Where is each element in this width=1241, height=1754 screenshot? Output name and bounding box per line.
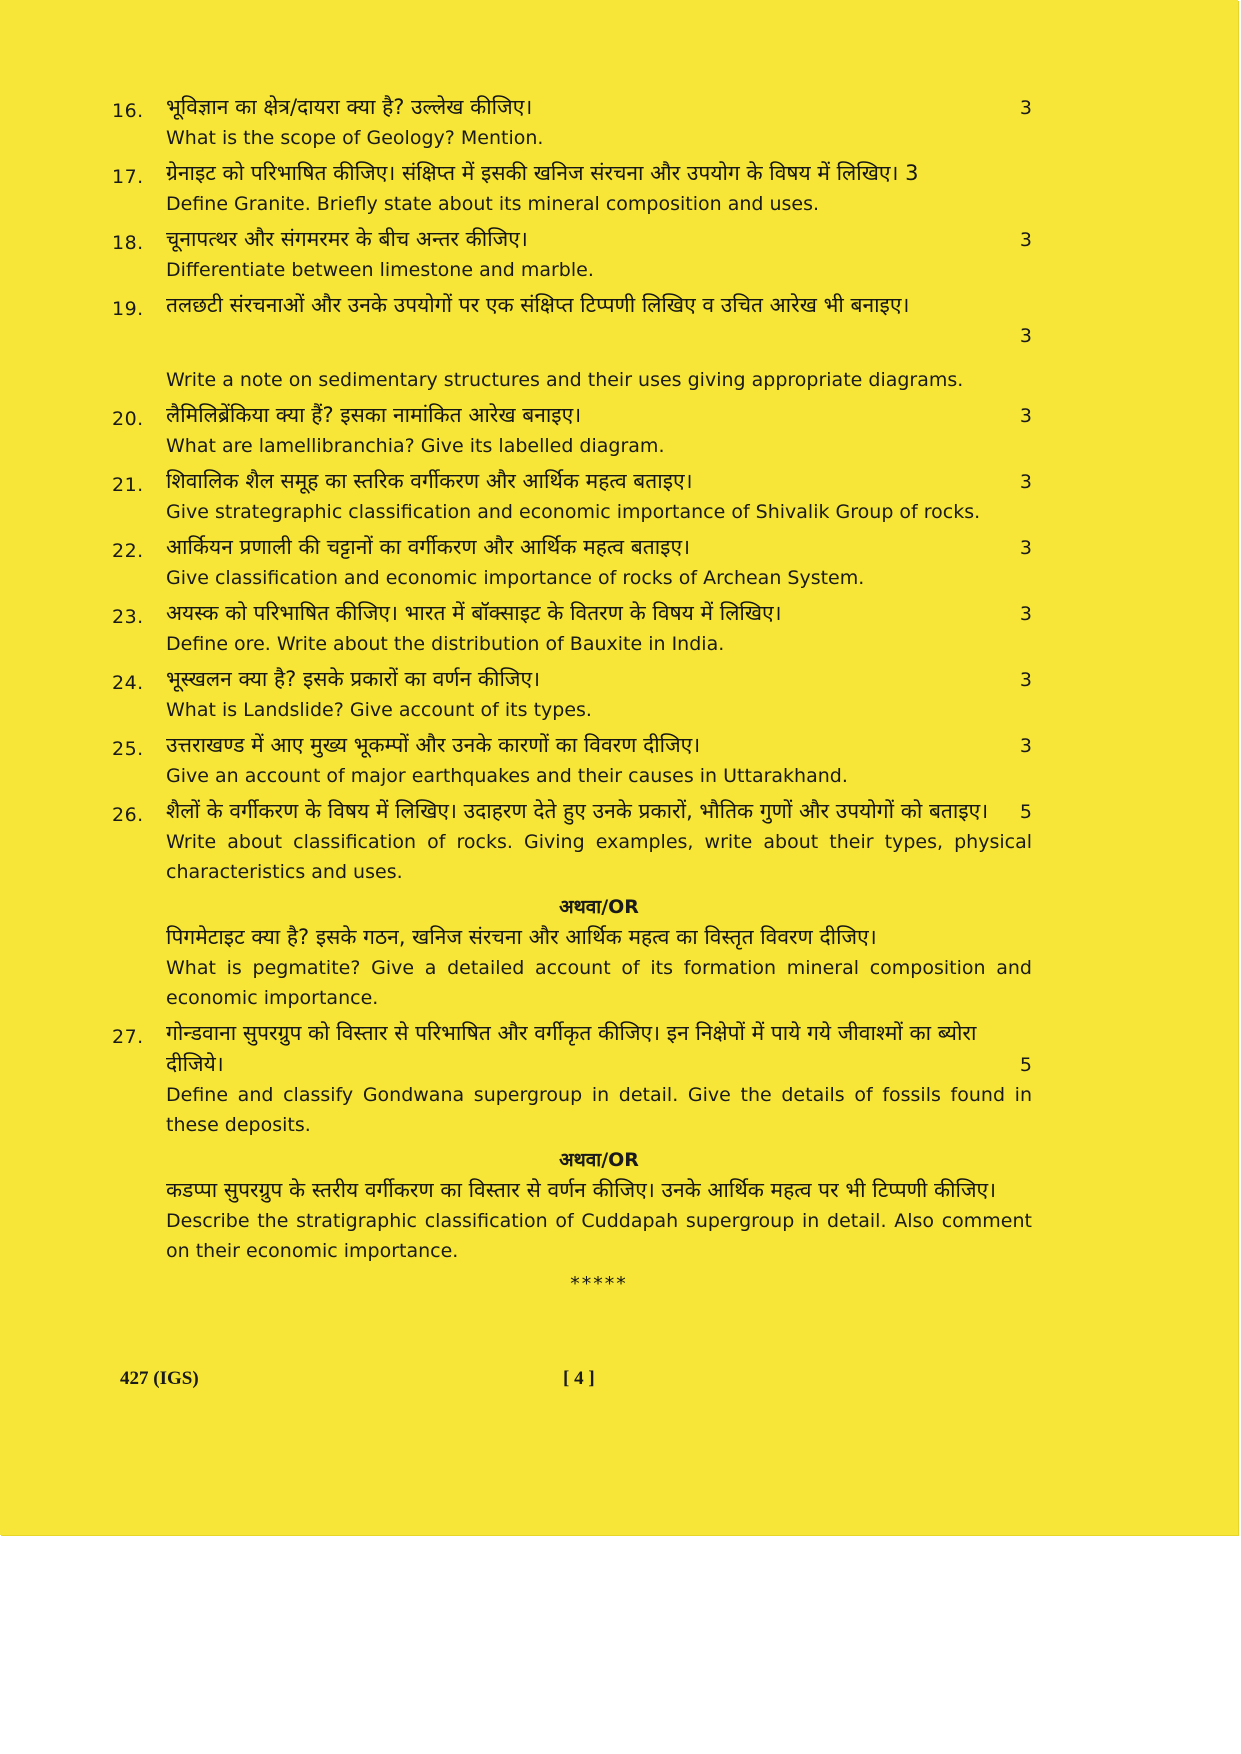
- question-number: 26.: [112, 804, 144, 826]
- question-text-english: Give an account of major earthquakes and their causes in Uttarakhand.: [166, 765, 848, 787]
- question-text-hindi: लैमिलिब्रेंकिया क्या हैं? इसका नामांकित आरेख बनाइए।: [166, 403, 582, 427]
- question-number: 16.: [112, 100, 144, 122]
- question-number: 20.: [112, 408, 144, 430]
- question-text-english: Write a note on sedimentary structures and their uses giving appropriate diagrams.: [166, 369, 964, 391]
- question-marks: 3: [1019, 471, 1032, 493]
- question-text-english: Write about classification of rocks. Giving examples, write about their types, physical characteristics and uses.: [166, 831, 1032, 883]
- paper-code: 427 (IGS): [120, 1368, 199, 1389]
- question-text-english: Define and classify Gondwana supergroup in detail. Give the details of fossils found in these deposits.: [166, 1084, 1032, 1136]
- question-text-hindi: आर्कियन प्रणाली की चट्टानों का वर्गीकरण और आर्थिक महत्व बताइए।: [166, 535, 691, 559]
- question-text-hindi: शिवालिक शैल समूह का स्तरिक वर्गीकरण और आर्थिक महत्व बताइए।: [166, 469, 693, 493]
- question-number: 25.: [112, 738, 144, 760]
- question-18: [112, 224, 1032, 285]
- question-number: 24.: [112, 672, 144, 694]
- question-number: 18.: [112, 232, 144, 254]
- or-divider: अथवा/OR: [559, 896, 639, 918]
- question-text-hindi: चूनापत्थर और संगमरमर के बीच अन्तर कीजिए।: [166, 227, 528, 251]
- question-text-hindi: भूस्खलन क्या है? इसके प्रकारों का वर्णन कीजिए।: [166, 667, 541, 691]
- alternative-text-hindi: पिगमेटाइट क्या है? इसके गठन, खनिज संरचना और आर्थिक महत्व का विस्तृत विवरण दीजिए।: [166, 925, 877, 949]
- question-26: [112, 796, 1032, 887]
- question-23: [112, 598, 1032, 659]
- alternative-question-26: [112, 922, 1032, 1013]
- question-text-english: Give classification and economic importance of rocks of Archean System.: [166, 567, 865, 589]
- question-text-hindi: ग्रेनाइट को परिभाषित कीजिए। संक्षिप्त में इसकी खनिज संरचना और उपयोग के विषय में लिखिए। 3: [166, 161, 919, 185]
- question-22: [112, 532, 1032, 593]
- alternative-question-27: [112, 1175, 1032, 1266]
- question-marks: 3: [1019, 537, 1032, 559]
- question-text-hindi: उत्तराखण्ड में आए मुख्य भूकम्पों और उनके कारणों का विवरण दीजिए।: [166, 733, 701, 757]
- question-text-english: Give strategraphic classification and economic importance of Shivalik Group of rocks.: [166, 501, 981, 523]
- question-marks: 3: [1019, 405, 1032, 427]
- question-number: 22.: [112, 540, 144, 562]
- question-text-english: Define ore. Write about the distribution of Bauxite in India.: [166, 633, 725, 655]
- question-text-english: Differentiate between limestone and marble.: [166, 259, 594, 281]
- page-number: [ 4 ]: [563, 1368, 595, 1389]
- question-list: [112, 92, 1032, 1297]
- question-27: [112, 1018, 1032, 1140]
- question-marks: 3: [1019, 603, 1032, 625]
- question-marks: 3: [1019, 669, 1032, 691]
- question-16: [112, 92, 1032, 153]
- question-text-hindi: तलछटी संरचनाओं और उनके उपयोगों पर एक संक्षिप्त टिप्पणी लिखिए व उचित आरेख भी बनाइए।: [166, 293, 910, 317]
- question-17: [112, 158, 1032, 219]
- question-text-english: What are lamellibranchia? Give its labelled diagram.: [166, 435, 665, 457]
- question-text-hindi: अयस्क को परिभाषित कीजिए। भारत में बॉक्साइट के वितरण के विषय में लिखिए।: [166, 601, 782, 625]
- question-text-hindi: गोन्डवाना सुपरग्रुप को विस्तार से परिभाषित और वर्गीकृत कीजिए। इन निक्षेपों में पाये गये जीवाश्मों का ब्योरा दीजिये।: [166, 1021, 977, 1076]
- question-text-english: What is Landslide? Give account of its types.: [166, 699, 592, 721]
- alternative-text-english: Describe the stratigraphic classification of Cuddapah supergroup in detail. Also comment on their economic importance.: [166, 1210, 1032, 1262]
- question-marks: 3: [1019, 735, 1032, 757]
- question-text-hindi: भूविज्ञान का क्षेत्र/दायरा क्या है? उल्लेख कीजिए।: [166, 95, 533, 119]
- question-marks: 5: [1019, 1054, 1032, 1076]
- question-20: [112, 400, 1032, 461]
- alternative-text-hindi: कडप्पा सुपरग्रुप के स्तरीय वर्गीकरण का विस्तार से वर्णन कीजिए। उनके आर्थिक महत्व पर भी टिप्पणी कीजिए।: [166, 1178, 997, 1202]
- question-marks: 3: [1019, 229, 1032, 251]
- question-number: 27.: [112, 1026, 144, 1048]
- question-marks: 5: [1019, 801, 1032, 823]
- question-marks: 3: [1019, 97, 1032, 119]
- or-divider: अथवा/OR: [559, 1149, 639, 1171]
- question-text-hindi: शैलों के वर्गीकरण के विषय में लिखिए। उदाहरण देते हुए उनके प्रकारों, भौतिक गुणों और उपयोगों को बताइए।: [166, 799, 989, 823]
- end-of-paper-marker: *****: [570, 1273, 628, 1295]
- question-number: 23.: [112, 606, 144, 628]
- question-number: 21.: [112, 474, 144, 496]
- alternative-text-english: What is pegmatite? Give a detailed account of its formation mineral composition and economic importance.: [166, 957, 1032, 1009]
- question-number: 17.: [112, 166, 144, 188]
- question-text-english: Define Granite. Briefly state about its mineral composition and uses.: [166, 193, 820, 215]
- question-25: [112, 730, 1032, 791]
- question-21: [112, 466, 1032, 527]
- question-24: [112, 664, 1032, 725]
- question-19: [112, 290, 1032, 395]
- question-text-english: What is the scope of Geology? Mention.: [166, 127, 544, 149]
- question-number: 19.: [112, 298, 144, 320]
- question-marks: 3: [1019, 325, 1032, 347]
